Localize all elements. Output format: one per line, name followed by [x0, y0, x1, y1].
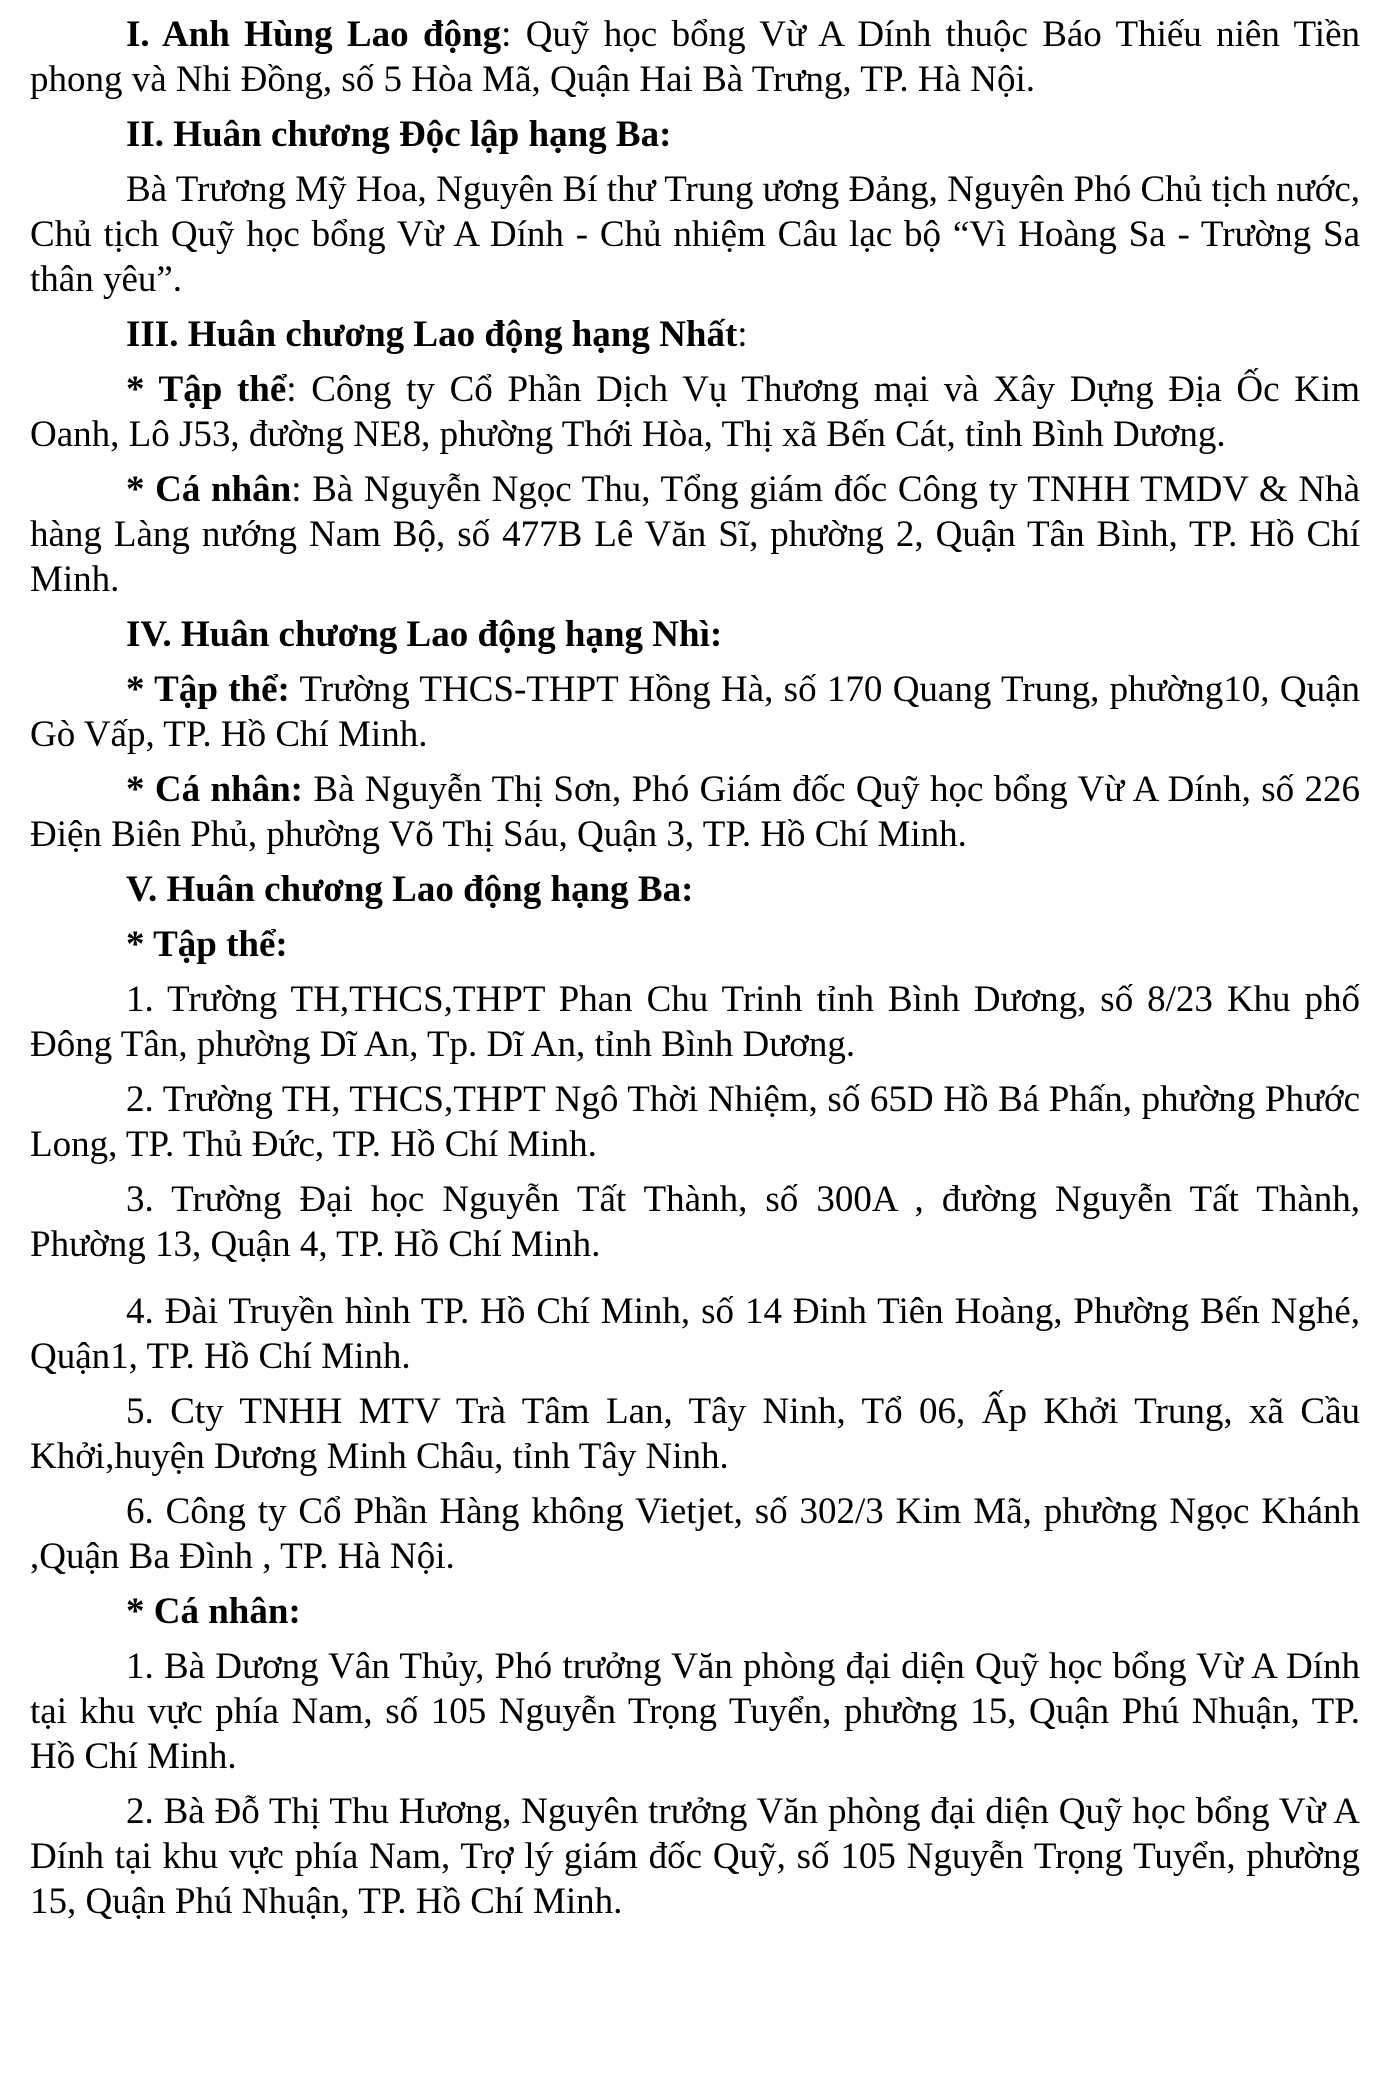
section-4-collective-text: Trường THCS-THPT Hồng Hà, số 170 Quang Trung, phường10, Quận Gò Vấp, TP. Hồ Chí Minh.	[30, 669, 1360, 755]
section-4-collective-label: * Tập thể:	[126, 669, 290, 710]
section-5-collective-item: 4. Đài Truyền hình TP. Hồ Chí Minh, số 14 Đinh Tiên Hoàng, Phường Bến Nghé, Quận1, TP. Hồ Chí Minh.	[30, 1291, 1360, 1377]
section-4-individual-text: Bà Nguyễn Thị Sơn, Phó Giám đốc Quỹ học bổng Vừ A Dính, số 226 Điện Biên Phủ, phường Võ Thị Sáu, Quận 3, TP. Hồ Chí Minh.	[30, 769, 1360, 855]
section-4-collective	[30, 667, 1360, 757]
section-3-heading: III. Huân chương Lao động hạng Nhất:	[126, 314, 748, 355]
section-4-individual	[30, 767, 1360, 857]
section-5-collective-item: 5. Cty TNHH MTV Trà Tâm Lan, Tây Ninh, Tổ 06, Ấp Khởi Trung, xã Cầu Khởi,huyện Dương Minh Châu, tỉnh Tây Ninh.	[30, 1391, 1360, 1477]
section-5-individual-item: 1. Bà Dương Vân Thủy, Phó trưởng Văn phòng đại diện Quỹ học bổng Vừ A Dính tại khu vực phía Nam, số 105 Nguyễn Trọng Tuyển, phường 15, Quận Phú Nhuận, TP. Hồ Chí Minh.	[30, 1646, 1360, 1777]
section-4-individual-label: * Cá nhân:	[126, 769, 303, 810]
section-3-individual-text: : Bà Nguyễn Ngọc Thu, Tổng giám đốc Công ty TNHH TMDV & Nhà hàng Làng nướng Nam Bộ, số 477B Lê Văn Sĩ, phường 2, Quận Tân Bình, TP. Hồ Chí Minh.	[30, 469, 1361, 600]
section-5-collective-label: * Tập thể:	[126, 924, 288, 965]
section-1-text: : Quỹ học bổng Vừ A Dính thuộc Báo Thiếu niên Tiền phong và Nhi Đồng, số 5 Hòa Mã, Quận Hai Bà Trưng, TP. Hà Nội.	[30, 14, 1360, 100]
section-3-individual	[30, 467, 1360, 602]
section-1	[30, 12, 1360, 102]
section-2-heading: II. Huân chương Độc lập hạng Ba:	[126, 114, 672, 155]
section-3-collective	[30, 367, 1360, 457]
section-3-individual-label: * Cá nhân	[126, 469, 292, 510]
section-1-heading: I. Anh Hùng Lao động	[126, 14, 502, 55]
section-3-collective-label: * Tập thể	[126, 369, 287, 410]
section-5-heading: V. Huân chương Lao động hạng Ba:	[126, 869, 694, 910]
section-3-collective-text: : Công ty Cổ Phần Dịch Vụ Thương mại và Xây Dựng Địa Ốc Kim Oanh, Lô J53, đường NE8, phường Thới Hòa, Thị xã Bến Cát, tỉnh Bình Dương.	[30, 369, 1360, 455]
section-5-individual-label: * Cá nhân:	[126, 1591, 301, 1632]
section-4-heading: IV. Huân chương Lao động hạng Nhì:	[126, 614, 723, 655]
section-5-collective-item: 3. Trường Đại học Nguyễn Tất Thành, số 300A , đường Nguyễn Tất Thành, Phường 13, Quận 4, TP. Hồ Chí Minh.	[30, 1179, 1360, 1265]
section-5-collective-item: 1. Trường TH,THCS,THPT Phan Chu Trinh tỉnh Bình Dương, số 8/23 Khu phố Đông Tân, phường Dĩ An, Tp. Dĩ An, tỉnh Bình Dương.	[30, 979, 1360, 1065]
section-5-individual-item: 2. Bà Đỗ Thị Thu Hương, Nguyên trưởng Văn phòng đại diện Quỹ học bổng Vừ A Dính tại khu vực phía Nam, Trợ lý giám đốc Quỹ, số 105 Nguyễn Trọng Tuyển, phường 15, Quận Phú Nhuận, TP. Hồ Chí Minh.	[30, 1791, 1360, 1922]
section-5-collective-item: 6. Công ty Cổ Phần Hàng không Vietjet, số 302/3 Kim Mã, phường Ngọc Khánh ,Quận Ba Đình , TP. Hà Nội.	[30, 1491, 1360, 1577]
section-2-text: Bà Trương Mỹ Hoa, Nguyên Bí thư Trung ương Đảng, Nguyên Phó Chủ tịch nước, Chủ tịch Quỹ học bổng Vừ A Dính - Chủ nhiệm Câu lạc bộ “Vì Hoàng Sa - Trường Sa thân yêu”.	[30, 169, 1360, 300]
section-5-collective-item: 2. Trường TH, THCS,THPT Ngô Thời Nhiệm, số 65D Hồ Bá Phấn, phường Phước Long, TP. Thủ Đức, TP. Hồ Chí Minh.	[30, 1079, 1360, 1165]
